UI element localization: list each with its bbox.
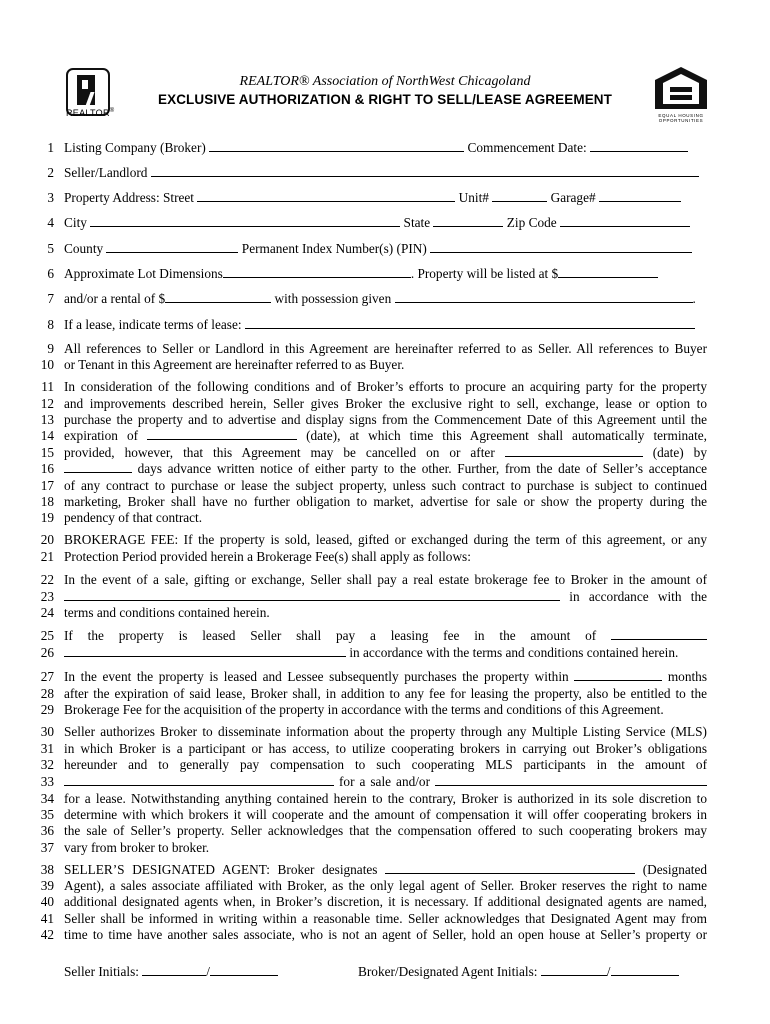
seller-initials-label: Seller Initials: <box>64 964 143 979</box>
line-number: 37 <box>40 840 54 855</box>
line-text-segment: Seller shall be informed in writing within a reasonable time. Seller acknowledges that Designated Agent may from <box>64 911 707 926</box>
line-text <box>64 427 707 445</box>
line-number: 26 <box>40 645 54 660</box>
fill-in-blank[interactable] <box>611 627 707 640</box>
line-number: 10 <box>40 357 54 372</box>
fill-in-blank[interactable] <box>165 290 271 303</box>
line-text <box>64 822 707 840</box>
line-text-segment: provided, however, that this Agreement may be cancelled on or after <box>64 445 505 460</box>
line-number: 16 <box>40 461 54 476</box>
line-text-segment: for a lease. Notwithstanding anything contained herein to the contrary, Broker is authorized in its sole discretion to <box>64 791 707 806</box>
line-text <box>64 189 707 207</box>
line-text-segment: time to time have another sales associate, who is not an agent of Seller, hold an open house at Seller’s property or <box>64 927 707 942</box>
line-text <box>64 893 707 911</box>
fill-in-blank[interactable] <box>197 189 455 202</box>
line-text <box>64 756 707 774</box>
line-number: 35 <box>40 807 54 822</box>
agreement-line <box>0 240 770 258</box>
line-text-segment: In consideration of the following conditions and of Broker’s efforts to procure an acquiring party for the property <box>64 379 707 394</box>
line-text-segment: with possession given <box>271 291 395 306</box>
line-text <box>64 668 707 686</box>
line-text-segment: (date) by <box>642 445 707 460</box>
agreement-line <box>0 290 770 308</box>
line-number: 8 <box>47 317 54 332</box>
fill-in-blank[interactable] <box>209 139 464 152</box>
line-number: 29 <box>40 702 54 717</box>
line-text-segment: additional designated agents when, in Broker’s discretion, it is necessary. If additional designated agents are named, <box>64 894 707 909</box>
line-number: 38 <box>40 862 54 877</box>
fill-in-blank[interactable] <box>64 644 346 657</box>
line-number: 28 <box>40 686 54 701</box>
line-text <box>64 356 707 374</box>
agreement-line <box>0 839 770 857</box>
line-text-segment: (date), at which time this Agreement shall automatically terminate, <box>297 428 707 443</box>
line-text <box>64 839 707 857</box>
agreement-line <box>0 265 770 283</box>
agreement-line <box>0 926 770 944</box>
line-text-segment: Listing Company (Broker) <box>64 140 210 155</box>
broker-initials-field-1[interactable] <box>541 963 607 976</box>
fill-in-blank[interactable] <box>574 668 662 681</box>
broker-initials <box>358 963 679 980</box>
fill-in-blank[interactable] <box>106 240 238 253</box>
line-text-segment: expiration of <box>64 428 148 443</box>
line-text-segment: Unit# <box>455 190 493 205</box>
line-number: 9 <box>47 341 54 356</box>
broker-initials-separator: / <box>606 964 611 979</box>
fill-in-blank[interactable] <box>599 189 681 202</box>
line-number: 12 <box>40 396 54 411</box>
agreement-line <box>0 644 770 662</box>
line-number: 14 <box>40 428 54 443</box>
line-text <box>64 548 707 566</box>
line-number: 13 <box>40 412 54 427</box>
agreement-line <box>0 164 770 182</box>
line-text <box>64 644 707 662</box>
line-text-segment: If the property is leased Seller shall pay a leasing fee in the amount of <box>64 628 611 643</box>
line-number: 42 <box>40 927 54 942</box>
seller-initials-field-1[interactable] <box>142 963 206 976</box>
line-text <box>64 214 707 232</box>
line-text <box>64 701 707 719</box>
line-text-segment: State <box>400 215 434 230</box>
line-text-segment: in accordance with the terms and conditions contained herein. <box>346 645 679 660</box>
line-text-segment: after the expiration of said lease, Broker shall, in addition to any fee for leasing the property, also be entitled to the <box>64 686 707 701</box>
line-text <box>64 571 707 589</box>
line-text <box>64 265 707 283</box>
line-text-segment: County <box>64 241 107 256</box>
line-text-segment: Brokerage Fee for the acquisition of the property in accordance with the terms and conditions of this Agreement. <box>64 702 664 717</box>
seller-initials <box>64 963 278 980</box>
line-text-segment: SELLER’S DESIGNATED AGENT: Broker designates <box>64 862 386 877</box>
line-text-segment: terms and conditions contained herein. <box>64 605 270 620</box>
agreement-line <box>0 316 770 334</box>
agreement-line <box>0 773 770 791</box>
line-text-segment: determine with which brokers it will cooperate and the amount of compensation it will offer cooperating brokers in <box>64 807 707 822</box>
line-number: 7 <box>47 291 54 306</box>
agreement-line <box>0 822 770 840</box>
line-text-segment: hereunder and to generally pay compensation to such cooperating MLS participants in the amount of <box>64 757 707 772</box>
line-text-segment: Seller/Landlord <box>64 165 151 180</box>
line-number: 18 <box>40 494 54 509</box>
agreement-line <box>0 378 770 396</box>
fill-in-blank[interactable] <box>151 164 699 177</box>
line-text-segment: Seller authorizes Broker to disseminate information about the property through any Multiple Listing Service (MLS) <box>64 724 707 739</box>
line-text-segment: City <box>64 215 91 230</box>
line-text <box>64 531 707 549</box>
equal-housing-text: EQUAL HOUSING OPPORTUNITIES <box>658 113 704 123</box>
line-text-segment: purchase the property and to advertise and display signs from the Commencement Date of this Agreement until the <box>64 412 707 427</box>
agreement-line <box>0 189 770 207</box>
line-number: 11 <box>41 379 54 394</box>
line-text-segment: . Property will be listed at $ <box>410 266 559 281</box>
line-text-segment: Zip Code <box>503 215 560 230</box>
line-number: 25 <box>40 628 54 643</box>
agreement-line <box>0 604 770 622</box>
line-text-segment: BROKERAGE FEE: If the property is sold, leased, gifted or exchanged during the term of this agreement, or any <box>64 532 707 547</box>
line-number: 27 <box>40 669 54 684</box>
line-text <box>64 316 707 334</box>
fill-in-blank[interactable] <box>64 460 132 473</box>
line-text-segment: marketing, Broker shall have no further obligation to market, advertise for sale or show the property during the <box>64 494 707 509</box>
line-text-segment: months <box>662 669 707 684</box>
line-text-segment: Agent), a sales associate affiliated with Broker, as the only legal agent of Seller. Broker reserves the right to name <box>64 878 707 893</box>
fill-in-blank[interactable] <box>90 214 400 227</box>
line-text-segment: the sale of Seller’s property. Seller acknowledges that the compensation offered to such cooperating brokers may <box>64 823 707 838</box>
line-number: 40 <box>40 894 54 909</box>
line-number: 1 <box>47 140 54 155</box>
line-number: 32 <box>40 757 54 772</box>
line-text-segment: days advance written notice of either party to the other. Further, from the date of Seller’s acceptance <box>132 461 707 476</box>
seller-initials-separator: / <box>206 964 210 979</box>
line-text-segment: or Tenant in this Agreement are hereinafter referred to as Buyer. <box>64 357 405 372</box>
line-text <box>64 164 707 182</box>
fill-in-blank[interactable] <box>64 588 560 601</box>
agreement-line <box>0 548 770 566</box>
agreement-line <box>0 627 770 645</box>
line-text <box>64 240 707 258</box>
line-number: 31 <box>40 741 54 756</box>
line-text-segment: pendency of that contract. <box>64 510 203 525</box>
line-text <box>64 460 707 478</box>
line-text-segment: In the event of a sale, gifting or exchange, Seller shall pay a real estate brokerage fee to Broker in the amount of <box>64 572 707 587</box>
fill-in-blank[interactable] <box>430 240 692 253</box>
line-text-segment: vary from broker to broker. <box>64 840 210 855</box>
line-text-segment: Protection Period provided herein a Brokerage Fee(s) shall apply as follows: <box>64 549 471 564</box>
line-number: 17 <box>40 478 54 493</box>
line-number: 2 <box>47 165 54 180</box>
association-name: REALTOR® Association of NorthWest Chicagoland <box>239 74 531 89</box>
line-number: 5 <box>47 241 54 256</box>
line-text-segment: in accordance with the <box>560 589 707 604</box>
document-title: EXCLUSIVE AUTHORIZATION & RIGHT TO SELL/LEASE AGREEMENT <box>157 92 613 107</box>
agreement-line <box>0 571 770 589</box>
fill-in-blank[interactable] <box>223 265 411 278</box>
line-text-segment: for a sale and/or <box>334 774 435 789</box>
line-text <box>64 604 707 622</box>
line-text-segment: and/or a rental of $ <box>64 291 166 306</box>
agreement-line <box>0 427 770 445</box>
line-number: 33 <box>40 774 54 789</box>
line-number: 20 <box>40 532 54 547</box>
line-text-segment: Garage# <box>547 190 599 205</box>
agreement-line <box>0 460 770 478</box>
line-text-segment: Property Address: Street <box>64 190 198 205</box>
line-number: 21 <box>40 549 54 564</box>
line-number: 3 <box>47 190 54 205</box>
line-text-segment: In the event the property is leased and Lessee subsequently purchases the property within <box>64 669 575 684</box>
line-text <box>64 139 707 157</box>
line-number: 4 <box>47 215 54 230</box>
fill-in-blank[interactable] <box>505 444 643 457</box>
fill-in-blank[interactable] <box>492 189 547 202</box>
line-number: 30 <box>40 724 54 739</box>
fill-in-blank[interactable] <box>560 214 690 227</box>
broker-initials-field-2[interactable] <box>611 963 679 976</box>
line-number: 19 <box>40 510 54 525</box>
line-number: 36 <box>40 823 54 838</box>
line-number: 6 <box>47 266 54 281</box>
agreement-line <box>0 756 770 774</box>
line-text-segment: Permanent Index Number(s) (PIN) <box>238 241 431 256</box>
line-number: 39 <box>40 878 54 893</box>
agreement-line <box>0 139 770 157</box>
fill-in-blank[interactable] <box>558 265 658 278</box>
line-text <box>64 723 707 741</box>
line-number: 24 <box>40 605 54 620</box>
line-number: 15 <box>40 445 54 460</box>
fill-in-blank[interactable] <box>245 316 695 329</box>
fill-in-blank[interactable] <box>435 773 707 786</box>
line-text-segment: Commencement Date: <box>464 140 591 155</box>
line-text-segment: (Designated <box>635 862 707 877</box>
agreement-line <box>0 531 770 549</box>
seller-initials-field-2[interactable] <box>210 963 278 976</box>
fill-in-blank[interactable] <box>64 773 334 786</box>
line-text <box>64 509 707 527</box>
line-text <box>64 290 707 308</box>
agreement-line <box>0 668 770 686</box>
realtor-logo-text: REALTOR® <box>66 108 115 118</box>
line-text-segment: Approximate Lot Dimensions <box>64 266 223 281</box>
line-number: 41 <box>40 911 54 926</box>
line-number: 23 <box>40 589 54 604</box>
line-text-segment: . <box>692 291 696 306</box>
line-text-segment: in which Broker is a participant or has access, to utilize cooperating brokers in carrying out Broker’s obligations <box>64 741 707 756</box>
line-text-segment: If a lease, indicate terms of lease: <box>64 317 245 332</box>
agreement-line <box>0 356 770 374</box>
fill-in-blank[interactable] <box>433 214 503 227</box>
line-text-segment: of any contract to purchase or lease the subject property, unless such contract to purchase is subject to continued <box>64 478 707 493</box>
line-text-segment: and improvements described herein, Seller gives Broker the exclusive right to sell, exchange, lease or option to <box>64 396 707 411</box>
line-text <box>64 926 707 944</box>
agreement-line <box>0 701 770 719</box>
line-text <box>64 773 707 791</box>
fill-in-blank[interactable] <box>147 427 297 440</box>
agreement-line <box>0 214 770 232</box>
broker-initials-label: Broker/Designated Agent Initials: <box>358 964 541 979</box>
fill-in-blank[interactable] <box>590 139 688 152</box>
agreement-line <box>0 723 770 741</box>
fill-in-blank[interactable] <box>385 861 635 874</box>
line-text-segment: All references to Seller or Landlord in this Agreement are hereinafter referred to as Seller. All references to Buyer <box>64 341 707 356</box>
agreement-line <box>0 893 770 911</box>
line-number: 22 <box>40 572 54 587</box>
agreement-line <box>0 509 770 527</box>
line-text <box>64 378 707 396</box>
fill-in-blank[interactable] <box>395 290 693 303</box>
line-text <box>64 627 707 645</box>
line-number: 34 <box>40 791 54 806</box>
